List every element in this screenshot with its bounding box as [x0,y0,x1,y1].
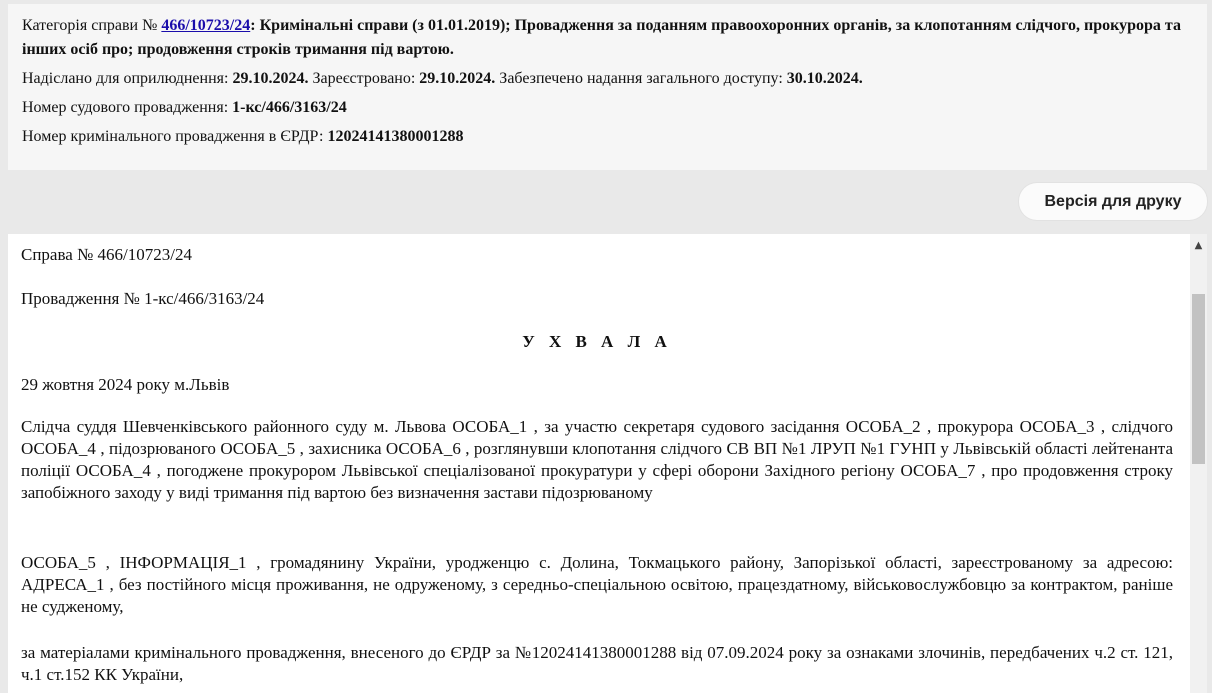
registered-label: Зареєстровано: [308,70,420,87]
category-prefix: Категорія справи № [22,17,162,34]
dates-line [22,67,1207,91]
access-date: 30.10.2024. [786,70,863,87]
date-place-line: 29 жовтня 2024 року м.Львів [21,375,230,394]
scroll-up-arrow-icon[interactable]: ▲ [1194,239,1203,251]
paragraph-suspect-info: ОСОБА_5 , ІНФОРМАЦІЯ_1 , громадянину України, уродженцю с. Долина, Токмацького району, Запорізької області, зареєстрованому за адресою: АДРЕСА_1 , без постійного місця проживання, не одруженому, з середньо-спеціальною освітою, працездатному, військовослужбовцю за контрактом, раніше не судженому, [21,553,1173,616]
paragraph-case-materials: за матеріалами кримінального провадження, внесеного до ЄРДР за №12024141380001288 від 07.09.2024 року за ознаками злочинів, передбачених ч.2 ст. 121, ч.1 ст.152 КК України, [21,643,1173,684]
document-viewer [8,234,1207,693]
document-title: У Х В А Л А [522,332,672,351]
case-metadata-panel [8,4,1207,170]
access-label: Забезпечено надання загального доступу: [495,70,787,87]
sent-date: 29.10.2024. [232,70,309,87]
paragraph-judge-intro: Слідча суддя Шевченківського районного суду м. Львова ОСОБА_1 , за участю секретаря судового засідання ОСОБА_2 , прокурора ОСОБА_3 , слідчого ОСОБА_4 , підозрюваного ОСОБА_5 , захисника ОСОБА_6 , розглянувши клопотання слідчого СВ ВП №1 ЛРУП №1 ГУНП у Львівській області лейтенанта поліції ОСОБА_4 , погоджене прокурором Львівської спеціалізованої прокуратури у сфері оборони Західного регіону ОСОБА_7 , про продовження строку запобіжного заходу у виді тримання під вартою без визначення застави підозрюваному [21,417,1173,502]
category-text: : Кримінальні справи (з 01.01.2019); Провадження за поданням правоохоронних органів, за клопотанням слідчого, прокурора та інших осіб про; продовження строків тримання під вартою. [22,17,1181,58]
court-proc-value: 1-кс/466/3163/24 [232,99,347,116]
print-version-button[interactable]: Версія для друку [1019,183,1207,220]
case-number-link[interactable]: 466/10723/24 [161,17,251,34]
erdr-label: Номер кримінального провадження в ЄРДР: [22,128,328,145]
court-proc-label: Номер судового провадження: [22,99,233,116]
proceeding-number-line: Провадження № 1-кс/466/3163/24 [21,289,265,308]
vertical-scrollbar[interactable] [1190,234,1207,693]
court-proceeding-line [22,96,1207,120]
case-category-line [22,14,1207,62]
scrollbar-thumb[interactable] [1192,294,1205,464]
sent-label: Надіслано для оприлюднення: [22,70,233,87]
registered-date: 29.10.2024. [419,70,496,87]
erdr-value: 12024141380001288 [327,128,464,145]
case-number-line: Справа № 466/10723/24 [21,245,192,264]
erdr-line [22,125,1207,149]
